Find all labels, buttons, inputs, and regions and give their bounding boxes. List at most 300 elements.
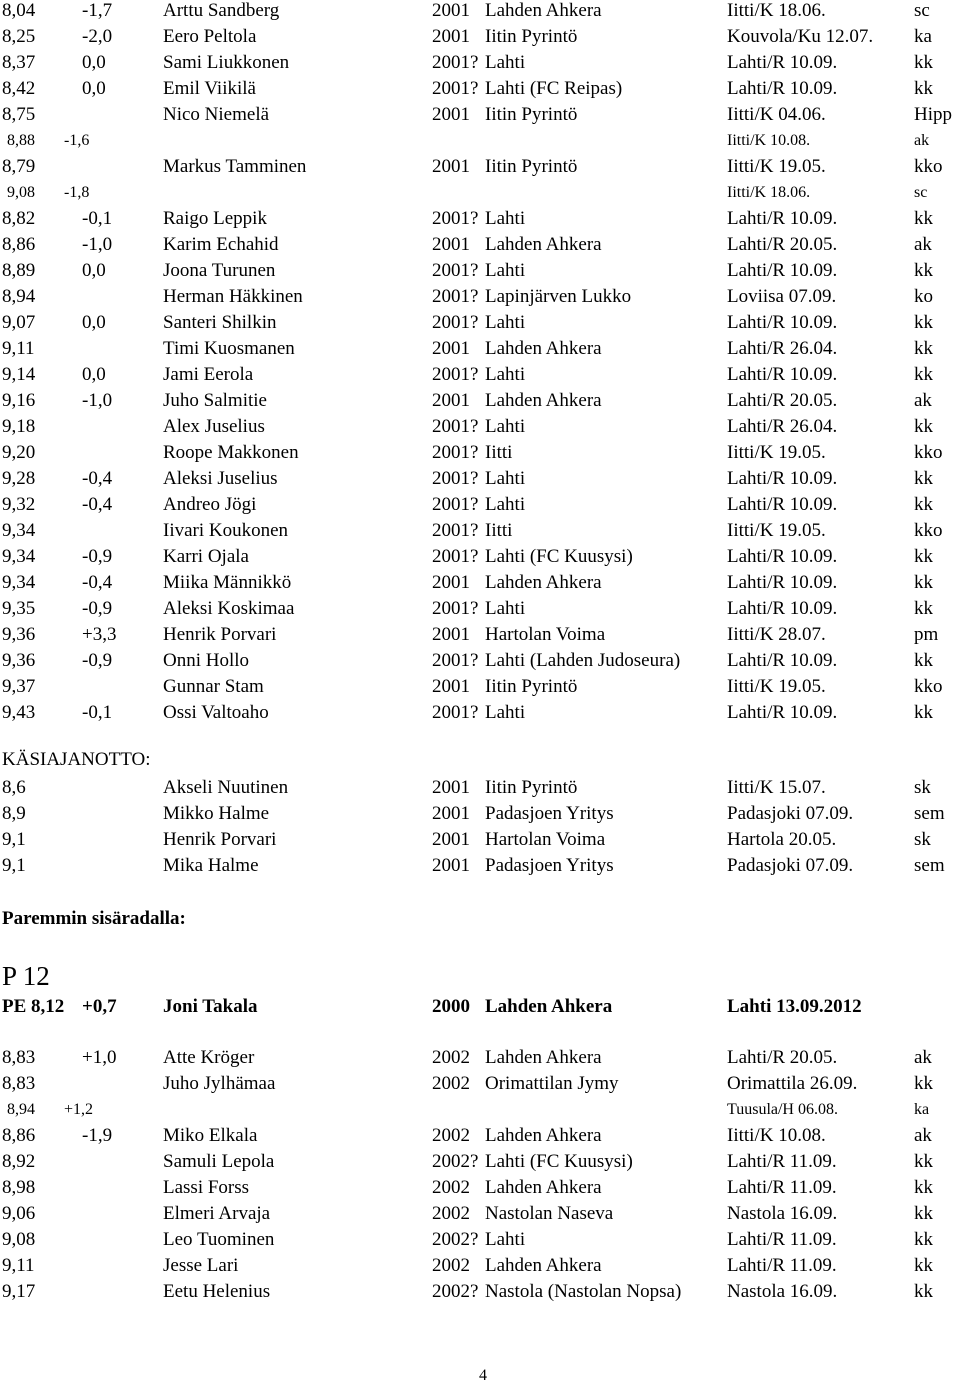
club-name: Lahden Ahkera [485, 390, 602, 411]
birth-year: 2002? [432, 1281, 479, 1302]
birth-year: 2001? [432, 442, 479, 463]
result-cell: 8,98 [2, 1177, 36, 1198]
result-cell: 8,37 [2, 52, 36, 73]
wind-cell: -1,8 [64, 184, 90, 201]
club-name: Iitin Pyrintö [485, 777, 578, 798]
club-name: Lahden Ahkera [485, 1047, 602, 1068]
table-row [0, 103, 960, 127]
competition-code: kko [914, 156, 943, 177]
athlete-name: Aleksi Koskimaa [163, 598, 295, 619]
result-cell: 9,16 [2, 390, 36, 411]
competition-code: kk [914, 208, 933, 229]
athlete-name: Karim Echahid [163, 234, 279, 255]
athlete-name: Raigo Leppik [163, 208, 267, 229]
birth-year: 2002 [432, 1177, 470, 1198]
club-name: Lahti (FC Kuusysi) [485, 546, 633, 567]
result-cell: 9,11 [2, 338, 35, 359]
table-row [0, 623, 960, 647]
venue-date: Lahti/R 10.09. [727, 52, 838, 73]
result-cell: 9,34 [2, 572, 36, 593]
wind-cell: +1,0 [82, 1047, 117, 1068]
athlete-name: Roope Makkonen [163, 442, 299, 463]
club-name: Hartolan Voima [485, 829, 606, 850]
club-name: Iitin Pyrintö [485, 26, 578, 47]
athlete-name: Joni Takala [163, 996, 258, 1017]
club-name: Lahden Ahkera [485, 996, 613, 1017]
wind-cell: -1,9 [82, 1125, 113, 1146]
table-row [0, 311, 960, 335]
venue-date: Lahti/R 10.09. [727, 260, 838, 281]
table-row [0, 701, 960, 725]
competition-code: sc [914, 184, 928, 201]
result-cell: 9,37 [2, 676, 36, 697]
venue-date: Lahti/R 20.05. [727, 390, 838, 411]
birth-year: 2001? [432, 416, 479, 437]
wind-cell: 0,0 [82, 364, 106, 385]
athlete-name: Sami Liukkonen [163, 52, 290, 73]
wind-cell: +0,7 [82, 996, 117, 1017]
club-name: Orimattilan Jymy [485, 1073, 619, 1094]
venue-date: Iitti/K 04.06. [727, 104, 826, 125]
venue-date: Lahti/R 10.09. [727, 364, 838, 385]
wind-cell: -0,9 [82, 546, 113, 567]
athlete-name: Onni Hollo [163, 650, 250, 671]
birth-year: 2001? [432, 546, 479, 567]
birth-year: 2001? [432, 702, 479, 723]
result-cell: 9,06 [2, 1203, 36, 1224]
athlete-name: Santeri Shilkin [163, 312, 277, 333]
wind-cell: -0,1 [82, 208, 113, 229]
table-row [0, 545, 960, 569]
result-cell: 9,43 [2, 702, 36, 723]
wind-cell: 0,0 [82, 52, 106, 73]
wind-cell: -2,0 [82, 26, 113, 47]
athlete-name: Jesse Lari [163, 1255, 239, 1276]
competition-code: ak [914, 234, 932, 255]
wind-cell: -0,4 [82, 572, 113, 593]
birth-year: 2001 [432, 104, 470, 125]
result-cell: 9,36 [2, 650, 36, 671]
result-cell: 9,1 [2, 855, 26, 876]
club-name: Iitti [485, 442, 513, 463]
table-row [0, 1202, 960, 1226]
table-row [0, 1046, 960, 1070]
table-row [0, 1176, 960, 1200]
competition-code: kk [914, 78, 933, 99]
page-number: 4 [479, 1367, 487, 1384]
venue-date: Lahti/R 10.09. [727, 312, 838, 333]
venue-date: Orimattila 26.09. [727, 1073, 858, 1094]
table-row [0, 155, 960, 179]
hand-timing-header: KÄSIAJANOTTO: [2, 749, 151, 770]
venue-date: Iitti/K 19.05. [727, 676, 826, 697]
venue-date: Iitti/K 28.07. [727, 624, 826, 645]
club-name: Lahti (Lahden Judoseura) [485, 650, 681, 671]
birth-year: 2000 [432, 996, 470, 1017]
club-name: Lahti [485, 702, 526, 723]
venue-date: Lahti/R 10.09. [727, 572, 838, 593]
competition-code: kko [914, 520, 943, 541]
club-name: Lahti [485, 1229, 526, 1250]
club-name: Lahti [485, 52, 526, 73]
competition-code: kk [914, 494, 933, 515]
birth-year: 2001? [432, 312, 479, 333]
result-cell: 8,42 [2, 78, 36, 99]
result-cell: 8,82 [2, 208, 36, 229]
wind-cell: -0,9 [82, 598, 113, 619]
venue-date: Lahti/R 10.09. [727, 546, 838, 567]
venue-date: Lahti/R 11.09. [727, 1151, 837, 1172]
competition-code: kk [914, 312, 933, 333]
club-name: Nastola (Nastolan Nopsa) [485, 1281, 682, 1302]
competition-code: sem [914, 855, 945, 876]
venue-date: Lahti/R 26.04. [727, 416, 838, 437]
result-cell: 9,28 [2, 468, 36, 489]
athlete-name: Leo Tuominen [163, 1229, 275, 1250]
competition-code: kk [914, 598, 933, 619]
club-name: Lahti [485, 364, 526, 385]
competition-code: Hipp [914, 104, 952, 125]
club-name: Lapinjärven Lukko [485, 286, 632, 307]
result-cell: 9,32 [2, 494, 36, 515]
competition-code: kk [914, 702, 933, 723]
venue-date: Padasjoki 07.09. [727, 803, 854, 824]
athlete-name: Nico Niemelä [163, 104, 270, 125]
birth-year: 2001? [432, 52, 479, 73]
birth-year: 2002? [432, 1151, 479, 1172]
athlete-name: Samuli Lepola [163, 1151, 275, 1172]
club-name: Lahti [485, 598, 526, 619]
competition-code: kk [914, 260, 933, 281]
result-cell: 9,08 [7, 184, 35, 201]
table-row [0, 233, 960, 257]
table-row [0, 802, 960, 826]
athlete-name: Karri Ojala [163, 546, 249, 567]
result-cell: 8,83 [2, 1047, 36, 1068]
wind-cell: -0,1 [82, 702, 113, 723]
club-name: Lahti (FC Reipas) [485, 78, 623, 99]
athlete-name: Miko Elkala [163, 1125, 258, 1146]
result-cell: 8,94 [2, 286, 36, 307]
venue-date: Lahti/R 10.09. [727, 468, 838, 489]
result-cell: PE 8,12 [2, 996, 65, 1017]
result-cell: 9,36 [2, 624, 36, 645]
table-row [0, 519, 960, 543]
result-cell: 8,86 [2, 234, 36, 255]
venue-date: Lahti/R 11.09. [727, 1177, 837, 1198]
table-row [0, 129, 960, 153]
birth-year: 2001 [432, 234, 470, 255]
venue-date: Iitti/K 18.06. [727, 0, 826, 21]
athlete-name: Markus Tamminen [163, 156, 307, 177]
birth-year: 2001? [432, 208, 479, 229]
venue-date: Lahti/R 20.05. [727, 1047, 838, 1068]
result-cell: 8,9 [2, 803, 26, 824]
athlete-name: Henrik Porvari [163, 624, 277, 645]
birth-year: 2001? [432, 650, 479, 671]
competition-code: ka [914, 26, 932, 47]
birth-year: 2001? [432, 468, 479, 489]
competition-code: kk [914, 1151, 933, 1172]
club-name: Padasjoen Yritys [485, 803, 614, 824]
birth-year: 2001? [432, 520, 479, 541]
athlete-name: Mika Halme [163, 855, 259, 876]
club-name: Lahti (FC Kuusysi) [485, 1151, 633, 1172]
table-row [0, 1072, 960, 1096]
table-row [0, 259, 960, 283]
club-name: Lahti [485, 416, 526, 437]
birth-year: 2002 [432, 1073, 470, 1094]
table-row [0, 1150, 960, 1174]
birth-year: 2001 [432, 777, 470, 798]
competition-code: kk [914, 416, 933, 437]
athlete-name: Emil Viikilä [163, 78, 256, 99]
result-cell: 8,79 [2, 156, 36, 177]
athlete-name: Akseli Nuutinen [163, 777, 289, 798]
birth-year: 2001? [432, 598, 479, 619]
table-row [0, 1098, 960, 1122]
club-name: Iitin Pyrintö [485, 156, 578, 177]
competition-code: kk [914, 1177, 933, 1198]
result-cell: 9,17 [2, 1281, 36, 1302]
birth-year: 2001 [432, 855, 470, 876]
venue-date: Lahti/R 11.09. [727, 1255, 837, 1276]
result-cell: 8,04 [2, 0, 36, 21]
competition-code: ko [914, 286, 933, 307]
club-name: Lahti [485, 468, 526, 489]
result-cell: 9,14 [2, 364, 36, 385]
athlete-name: Mikko Halme [163, 803, 270, 824]
table-row [0, 207, 960, 231]
venue-date: Iitti/K 19.05. [727, 156, 826, 177]
athlete-name: Aleksi Juselius [163, 468, 278, 489]
competition-code: kk [914, 1255, 933, 1276]
birth-year: 2001 [432, 338, 470, 359]
table-row [0, 415, 960, 439]
table-row [0, 441, 960, 465]
venue-date: Iitti/K 10.08. [727, 1125, 826, 1146]
table-row [0, 649, 960, 673]
result-cell: 9,1 [2, 829, 26, 850]
club-name: Lahden Ahkera [485, 1125, 602, 1146]
competition-code: ak [914, 1125, 932, 1146]
club-name: Iitti [485, 520, 513, 541]
competition-code: kk [914, 546, 933, 567]
birth-year: 2001? [432, 260, 479, 281]
competition-code: sk [914, 777, 931, 798]
club-name: Padasjoen Yritys [485, 855, 614, 876]
table-row [0, 854, 960, 878]
athlete-name: Miika Männikkö [163, 572, 292, 593]
venue-date: Lahti/R 10.09. [727, 702, 838, 723]
result-cell: 8,6 [2, 777, 26, 798]
club-name: Lahti [485, 260, 526, 281]
competition-code: sk [914, 829, 931, 850]
venue-date: Kouvola/Ku 12.07. [727, 26, 874, 47]
birth-year: 2001 [432, 624, 470, 645]
venue-date: Tuusula/H 06.08. [727, 1101, 838, 1118]
table-row [0, 828, 960, 852]
table-row [0, 285, 960, 309]
venue-date: Padasjoki 07.09. [727, 855, 854, 876]
table-row [0, 0, 960, 23]
birth-year: 2001? [432, 78, 479, 99]
competition-code: ak [914, 390, 932, 411]
athlete-name: Atte Kröger [163, 1047, 255, 1068]
wind-cell: -1,7 [82, 0, 113, 21]
athlete-name: Arttu Sandberg [163, 0, 280, 21]
club-name: Hartolan Voima [485, 624, 606, 645]
table-row [0, 1124, 960, 1148]
competition-code: kk [914, 1073, 933, 1094]
club-name: Iitin Pyrintö [485, 676, 578, 697]
club-name: Lahti [485, 494, 526, 515]
table-row [0, 25, 960, 49]
wind-cell: -0,4 [82, 468, 113, 489]
venue-date: Loviisa 07.09. [727, 286, 837, 307]
venue-date: Hartola 20.05. [727, 829, 837, 850]
result-cell: 8,75 [2, 104, 36, 125]
birth-year: 2002 [432, 1047, 470, 1068]
club-name: Lahden Ahkera [485, 1255, 602, 1276]
result-cell: 8,86 [2, 1125, 36, 1146]
club-name: Lahden Ahkera [485, 338, 602, 359]
table-row [0, 776, 960, 800]
competition-code: ka [914, 1101, 930, 1118]
athlete-name: Henrik Porvari [163, 829, 277, 850]
athlete-name: Lassi Forss [163, 1177, 250, 1198]
result-cell: 9,08 [2, 1229, 36, 1250]
birth-year: 2002 [432, 1255, 470, 1276]
table-row [0, 389, 960, 413]
athlete-name: Gunnar Stam [163, 676, 264, 697]
birth-year: 2001 [432, 390, 470, 411]
table-row [0, 337, 960, 361]
table-row [0, 597, 960, 621]
result-cell: 9,18 [2, 416, 36, 437]
competition-code: sc [914, 0, 930, 21]
table-row [0, 1254, 960, 1278]
birth-year: 2001 [432, 676, 470, 697]
table-row [0, 493, 960, 517]
wind-cell: -0,4 [82, 494, 113, 515]
athlete-name: Timi Kuosmanen [163, 338, 295, 359]
venue-date: Iitti/K 15.07. [727, 777, 826, 798]
table-row [0, 995, 960, 1019]
competition-code: kk [914, 650, 933, 671]
athlete-name: Alex Juselius [163, 416, 265, 437]
athlete-name: Ossi Valtoaho [163, 702, 269, 723]
competition-code: kko [914, 442, 943, 463]
competition-code: kk [914, 338, 933, 359]
athlete-name: Eetu Helenius [163, 1281, 271, 1302]
table-row [0, 77, 960, 101]
wind-cell: +1,2 [64, 1101, 94, 1118]
table-row [0, 1228, 960, 1252]
birth-year: 2001 [432, 572, 470, 593]
venue-date: Lahti/R 10.09. [727, 208, 838, 229]
venue-date: Lahti/R 10.09. [727, 78, 838, 99]
birth-year: 2002 [432, 1125, 470, 1146]
table-row [0, 51, 960, 75]
venue-date: Lahti/R 11.09. [727, 1229, 837, 1250]
birth-year: 2001 [432, 803, 470, 824]
athlete-name: Juho Salmitie [163, 390, 267, 411]
result-cell: 8,89 [2, 260, 36, 281]
competition-code: sem [914, 803, 945, 824]
club-name: Nastolan Naseva [485, 1203, 614, 1224]
competition-code: ak [914, 132, 930, 149]
athlete-name: Andreo Jögi [163, 494, 257, 515]
table-row [0, 675, 960, 699]
competition-code: kk [914, 1281, 933, 1302]
result-cell: 9,07 [2, 312, 36, 333]
club-name: Lahden Ahkera [485, 1177, 602, 1198]
wind-cell: +3,3 [82, 624, 117, 645]
athlete-name: Elmeri Arvaja [163, 1203, 271, 1224]
competition-code: pm [914, 624, 939, 645]
venue-date: Lahti 13.09.2012 [727, 996, 862, 1017]
birth-year: 2001 [432, 0, 470, 21]
competition-code: kk [914, 52, 933, 73]
result-cell: 8,83 [2, 1073, 36, 1094]
athlete-name: Iivari Koukonen [163, 520, 289, 541]
wind-cell: -1,0 [82, 234, 113, 255]
birth-year: 2001 [432, 26, 470, 47]
birth-year: 2001 [432, 829, 470, 850]
birth-year: 2002? [432, 1229, 479, 1250]
wind-cell: 0,0 [82, 260, 106, 281]
birth-year: 2001 [432, 156, 470, 177]
competition-code: kk [914, 1203, 933, 1224]
result-cell: 9,34 [2, 520, 36, 541]
venue-date: Iitti/K 19.05. [727, 442, 826, 463]
competition-code: kk [914, 1229, 933, 1250]
club-name: Lahden Ahkera [485, 234, 602, 255]
result-cell: 8,25 [2, 26, 36, 47]
club-name: Lahden Ahkera [485, 572, 602, 593]
venue-date: Nastola 16.09. [727, 1203, 838, 1224]
venue-date: Nastola 16.09. [727, 1281, 838, 1302]
venue-date: Lahti/R 10.09. [727, 598, 838, 619]
athlete-name: Juho Jylhämaa [163, 1073, 276, 1094]
result-cell: 9,20 [2, 442, 36, 463]
venue-date: Iitti/K 10.08. [727, 132, 811, 149]
venue-date: Lahti/R 26.04. [727, 338, 838, 359]
result-cell: 9,35 [2, 598, 36, 619]
athlete-name: Eero Peltola [163, 26, 257, 47]
result-cell: 8,94 [7, 1101, 35, 1118]
wind-cell: -1,0 [82, 390, 113, 411]
birth-year: 2001? [432, 364, 479, 385]
wind-cell: -1,6 [64, 132, 90, 149]
wind-cell: 0,0 [82, 312, 106, 333]
competition-code: kk [914, 468, 933, 489]
birth-year: 2002 [432, 1203, 470, 1224]
wind-cell: 0,0 [82, 78, 106, 99]
venue-date: Lahti/R 10.09. [727, 494, 838, 515]
athlete-name: Herman Häkkinen [163, 286, 303, 307]
venue-date: Lahti/R 10.09. [727, 650, 838, 671]
venue-date: Lahti/R 20.05. [727, 234, 838, 255]
club-name: Lahti [485, 312, 526, 333]
competition-code: ak [914, 1047, 932, 1068]
result-cell: 8,88 [7, 132, 35, 149]
birth-year: 2001? [432, 494, 479, 515]
table-row [0, 467, 960, 491]
competition-code: kko [914, 676, 943, 697]
result-cell: 8,92 [2, 1151, 36, 1172]
